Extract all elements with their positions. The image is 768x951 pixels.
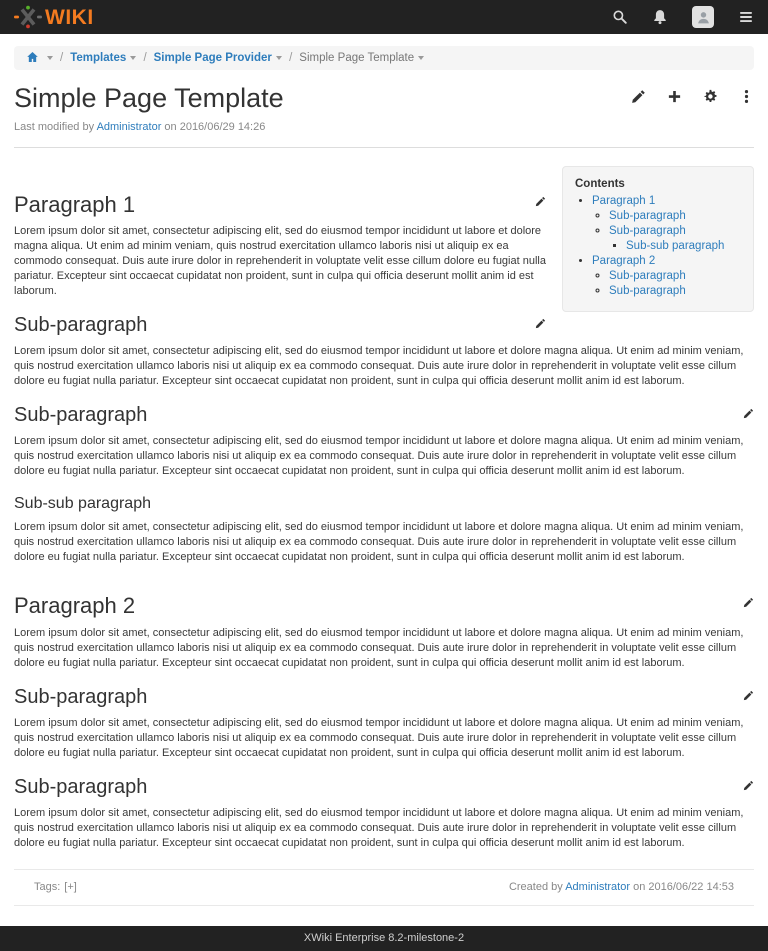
- toc-link-sub-paragraph[interactable]: Sub-paragraph: [609, 224, 686, 237]
- created-date: on 2016/06/22 14:53: [630, 880, 734, 893]
- create-plus-icon[interactable]: [667, 89, 682, 104]
- content-section: [14, 314, 754, 389]
- edit-pencil-icon[interactable]: [631, 89, 646, 104]
- chevron-down-icon[interactable]: [276, 56, 282, 60]
- page-title: Simple Page Template: [14, 83, 284, 113]
- breadcrumb-separator: /: [289, 52, 293, 64]
- last-modified-date: on 2016/06/29 14:26: [161, 120, 266, 133]
- section-heading-text: Sub-paragraph: [14, 403, 148, 426]
- created-prefix: Created by: [508, 880, 566, 893]
- administer-gear-icon[interactable]: [703, 89, 718, 104]
- document-content: [0, 148, 768, 926]
- toc-link-sub-paragraph[interactable]: Sub-paragraph: [609, 269, 686, 282]
- document-footer: [14, 869, 754, 906]
- breadcrumb-separator: /: [60, 52, 64, 64]
- section-edit-pencil-icon[interactable]: [743, 780, 754, 791]
- footer-spacer: [14, 906, 754, 926]
- more-actions-kebab-icon[interactable]: [739, 89, 754, 104]
- breadcrumb: [14, 46, 754, 70]
- toc-item: [609, 284, 741, 298]
- add-tag-button[interactable]: [+]: [64, 880, 77, 893]
- section-edit-pencil-icon[interactable]: [743, 597, 754, 608]
- toc-item: [609, 209, 741, 223]
- section-heading: [14, 776, 754, 799]
- content-section: [14, 404, 754, 479]
- content-section: [14, 593, 754, 670]
- breadcrumb-link-simple-page-provider[interactable]: Simple Page Provider: [153, 52, 272, 64]
- content-section: [14, 686, 754, 761]
- breadcrumb-link-templates[interactable]: Templates: [70, 52, 127, 64]
- hamburger-menu-icon[interactable]: [738, 9, 754, 25]
- search-icon[interactable]: [612, 9, 628, 25]
- xwiki-logo-x-icon: [14, 5, 44, 29]
- breadcrumb-home-icon[interactable]: [26, 51, 39, 65]
- toc-item: [592, 254, 741, 298]
- avatar-person-icon: [696, 10, 711, 25]
- section-edit-pencil-icon[interactable]: [535, 318, 546, 329]
- section-heading-text: Sub-paragraph: [14, 313, 148, 336]
- breadcrumb-current-page: Simple Page Template: [299, 52, 415, 64]
- section-body: Lorem ipsum dolor sit amet, consectetur adipiscing elit, sed do eiusmod tempor incididunt ut labore et dolore magna aliqua. Ut enim ad minim veniam, quis nostrud exercitation ullamco laboris nisi ut aliquip ex ea commodo consequat. Duis aute irure dolor in reprehenderit in voluptate velit esse cillum dolore eu fugiat nulla pariatur. Excepteur sint occaecat cupidatat non proident, sunt in culpa qui officia deserunt mollit anim id est laborum.: [14, 521, 744, 564]
- chevron-down-icon[interactable]: [418, 56, 424, 60]
- section-body: Lorem ipsum dolor sit amet, consectetur adipiscing elit, sed do eiusmod tempor incididunt ut labore et dolore magna aliqua. Ut enim ad minim veniam, quis nostrud exercitation ullamco laboris nisi ut aliquip ex ea commodo consequat. Duis aute irure dolor in reprehenderit in voluptate velit esse cillum dolore eu fugiat nulla pariatur. Excepteur sint occaecat cupidatat non proident, sunt in culpa qui officia deserunt mollit anim id est laborum.: [14, 344, 744, 387]
- version-bar: [0, 926, 768, 951]
- section-body: Lorem ipsum dolor sit amet, consectetur adipiscing elit, sed do eiusmod tempor incididunt ut labore et dolore magna aliqua. Ut enim ad minim veniam, quis nostrud exercitation ullamco laboris nisi ut aliquip ex ea commodo consequat. Duis aute irure dolor in reprehenderit in voluptate velit esse cillum dolore eu fugiat nulla pariatur. Excepteur sint occaecat cupidatat non proident, sunt in culpa qui officia deserunt mollit anim id est laborum.: [14, 434, 744, 477]
- content-section: [14, 495, 754, 565]
- section-heading-text: Sub-sub paragraph: [14, 494, 151, 512]
- page-actions-toolbar: [631, 84, 754, 104]
- toc-item: [609, 269, 741, 283]
- created-user-link[interactable]: Administrator: [565, 880, 631, 893]
- toc-link-sub-paragraph[interactable]: Sub-paragraph: [609, 284, 686, 297]
- section-heading: [14, 314, 754, 337]
- created-line: [509, 880, 734, 895]
- section-body: Lorem ipsum dolor sit amet, consectetur adipiscing elit, sed do eiusmod tempor incididunt ut labore et dolore magna aliqua. Ut enim ad minim veniam, quis nostrud exercitation ullamco laboris nisi ut aliquip ex ea commodo consequat. Duis aute irure dolor in reprehenderit in voluptate velit esse cillum dolore eu fugiat nulla pariatur. Excepteur sint occaecat cupidatat non proident, sunt in culpa qui officia deserunt mollit anim id est laborum.: [14, 806, 744, 849]
- notifications-bell-icon[interactable]: [652, 9, 668, 25]
- user-avatar[interactable]: [692, 6, 714, 28]
- contents-panel: [562, 166, 754, 312]
- section-heading: [14, 495, 754, 513]
- section-edit-pencil-icon[interactable]: [535, 196, 546, 207]
- chevron-down-icon[interactable]: [47, 56, 53, 60]
- last-modified-prefix: Last modified by: [14, 120, 97, 133]
- toc-item: [609, 224, 741, 253]
- chevron-down-icon[interactable]: [130, 56, 136, 60]
- toc-item: [592, 194, 741, 253]
- toc-item: [626, 239, 741, 253]
- tags-label: Tags:: [34, 880, 61, 893]
- contents-title: Contents: [575, 177, 625, 190]
- section-heading-text: Paragraph 1: [14, 191, 136, 217]
- section-body: Lorem ipsum dolor sit amet, consectetur adipiscing elit, sed do eiusmod tempor incididunt ut labore et dolore magna aliqua. Ut enim ad minim veniam, quis nostrud exercitation ullamco laboris nisi ut aliquip ex ea commodo consequat. Duis aute irure dolor in reprehenderit in voluptate velit esse cillum dolore eu fugiat nulla pariatur. Excepteur sint occaecat cupidatat non proident, sunt in culpa qui officia deserunt mollit anim id est laborum.: [14, 716, 744, 759]
- section-heading: [14, 404, 754, 427]
- toc-link-paragraph-2[interactable]: Paragraph 2: [592, 254, 656, 267]
- section-heading-text: Sub-paragraph: [14, 685, 148, 708]
- toc-link-paragraph-1[interactable]: Paragraph 1: [592, 194, 656, 207]
- toc-link-sub-paragraph[interactable]: Sub-paragraph: [609, 209, 686, 222]
- xwiki-logo-word: WIKI: [45, 5, 94, 29]
- section-edit-pencil-icon[interactable]: [743, 408, 754, 419]
- content-section: [14, 776, 754, 851]
- section-body: Lorem ipsum dolor sit amet, consectetur adipiscing elit, sed do eiusmod tempor incididunt ut labore et dolore magna aliqua. Ut enim ad minim veniam, quis nostrud exercitation ullamco laboris nisi ut aliquip ex ea commodo consequat. Duis aute irure dolor in reprehenderit in voluptate velit esse cillum dolore eu fugiat nulla pariatur. Excepteur sint occaecat cupidatat non proident, sunt in culpa qui officia deserunt mollit anim id est laborum.: [14, 626, 744, 669]
- navbar-actions: [612, 6, 754, 28]
- top-navbar: [0, 0, 768, 34]
- last-modified-line: [14, 121, 754, 133]
- xwiki-logo[interactable]: [14, 5, 94, 29]
- toc-link-sub-sub-paragraph[interactable]: Sub-sub paragraph: [626, 239, 725, 252]
- breadcrumb-separator: /: [143, 52, 147, 64]
- section-body: Lorem ipsum dolor sit amet, consectetur adipiscing elit, sed do eiusmod tempor incididunt ut labore et dolore magna aliqua. Ut enim ad minim veniam, quis nostrud exercitation ullamco laboris nisi ut aliquip ex ea commodo consequat. Duis aute irure dolor in reprehenderit in voluptate velit esse cillum dolore eu fugiat nulla pariatur. Excepteur sint occaecat cupidatat non proident, sunt in culpa qui officia deserunt mollit anim id est laborum.: [14, 224, 546, 297]
- section-heading-text: Paragraph 2: [14, 593, 136, 619]
- section-heading-text: Sub-paragraph: [14, 775, 148, 798]
- section-edit-pencil-icon[interactable]: [743, 690, 754, 701]
- section-heading: [14, 593, 754, 618]
- version-text: XWiki Enterprise 8.2-milestone-2: [303, 931, 465, 944]
- section-heading: [14, 686, 754, 709]
- last-modified-user-link[interactable]: Administrator: [96, 120, 162, 133]
